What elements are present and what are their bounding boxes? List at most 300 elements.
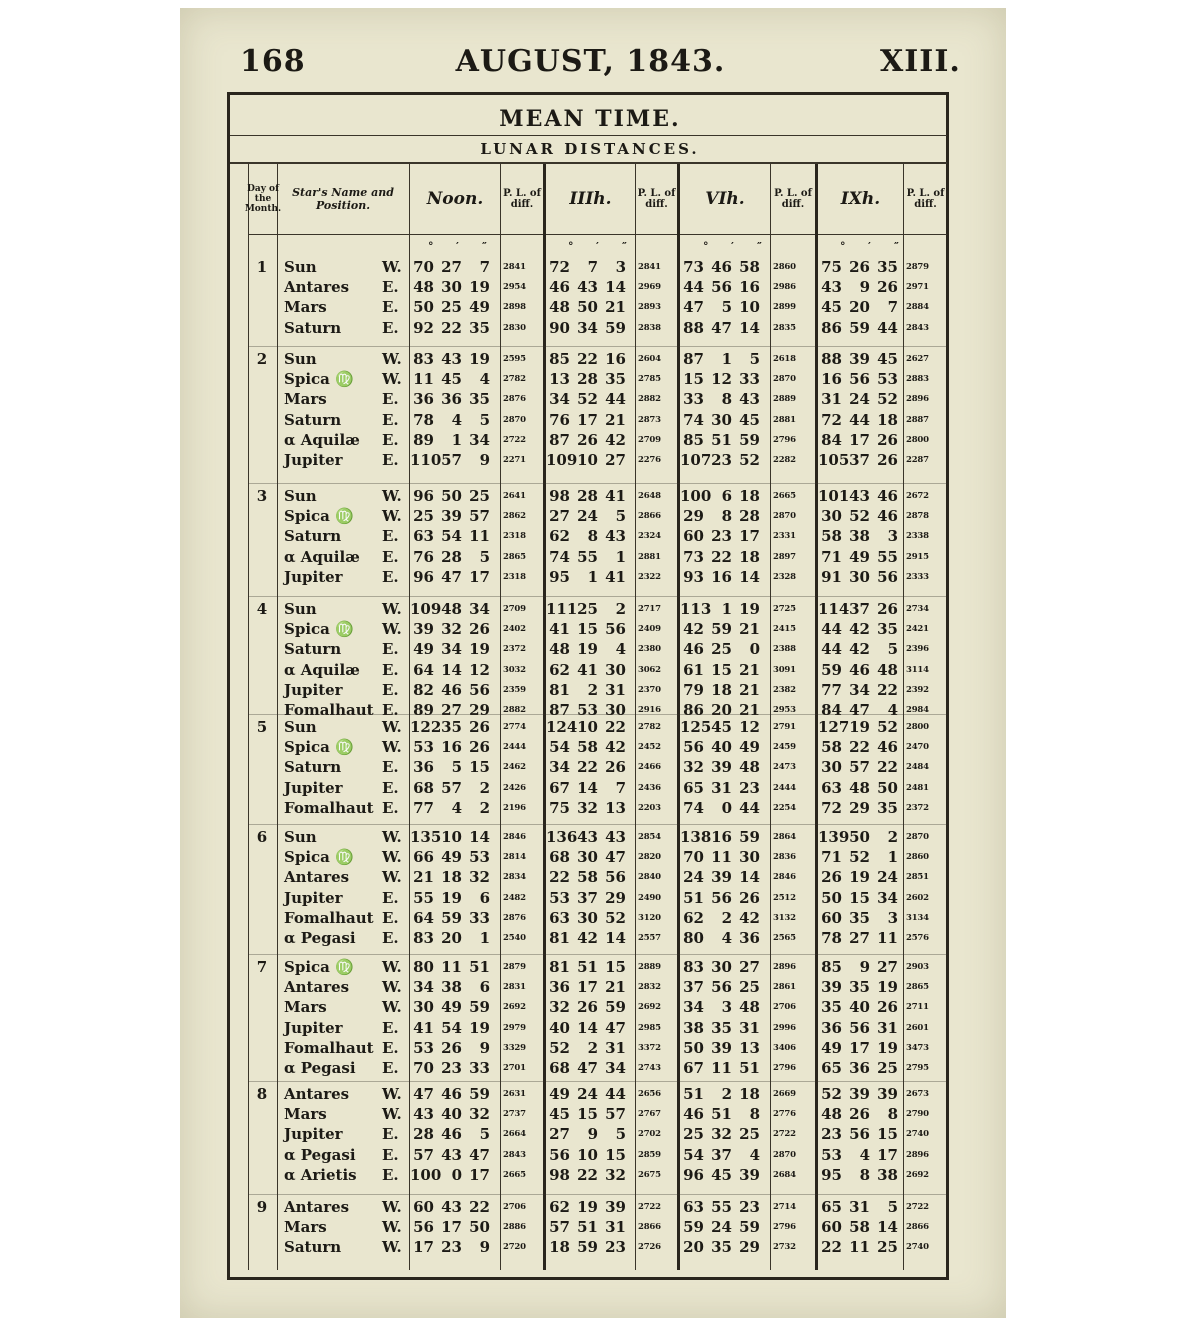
block-separator: [248, 346, 947, 347]
seconds-value: 14: [605, 928, 626, 947]
pl-diff-value: 2595: [503, 354, 526, 364]
table-row: [250, 568, 947, 588]
pl-diff-value: 2618: [773, 354, 796, 364]
vi-column-header: VIh.: [705, 189, 745, 209]
seconds-value: 27: [739, 958, 760, 976]
degrees-value: 109: [410, 600, 442, 618]
minutes-value: 19: [849, 868, 870, 887]
table-row: [250, 548, 947, 568]
minutes-value: 16: [711, 828, 732, 846]
degrees-value: 36: [821, 1018, 842, 1037]
block-separator: [248, 954, 947, 955]
star-name: Spica ♍: [284, 958, 354, 976]
table-row: [250, 1198, 947, 1218]
star-name: α Aquilæ: [284, 660, 360, 679]
seconds-value: 50: [469, 1218, 490, 1237]
degrees-value: 98: [549, 487, 570, 505]
pl-diff-value: 2887: [906, 414, 929, 425]
pl-diff-value: 2557: [638, 932, 661, 943]
seconds-value: 26: [877, 450, 898, 469]
minutes-value: 18: [441, 868, 462, 887]
rule: [230, 135, 947, 136]
minutes-value: 17: [849, 430, 870, 449]
pl-diff-value: 2836: [773, 852, 796, 863]
seconds-value: 53: [877, 370, 898, 389]
degrees-value: 78: [821, 928, 842, 947]
seconds-value: 39: [739, 1165, 760, 1184]
degrees-value: 107: [680, 450, 712, 469]
degrees-value: 53: [549, 888, 570, 907]
pl-diff-value: 2490: [638, 892, 661, 903]
pl-diff-value: 2706: [503, 1202, 526, 1212]
minutes-value: 17: [577, 978, 598, 997]
degrees-value: 111: [546, 600, 578, 618]
seconds-value: 16: [739, 278, 760, 297]
star-position: E.: [382, 1038, 399, 1057]
pl-diff-value: 2287: [906, 454, 929, 465]
seconds-value: 15: [605, 958, 626, 976]
pl-diff-value: 2876: [503, 394, 526, 405]
pl-diff-value: 2318: [503, 531, 526, 542]
degrees-value: 35: [821, 998, 842, 1017]
seconds-value: 50: [877, 778, 898, 797]
pl-diff-value: 2333: [906, 571, 929, 582]
pl-diff-value: 2331: [773, 531, 796, 542]
table-subtitle: LUNAR DISTANCES.: [480, 140, 700, 158]
star-position: E.: [382, 660, 399, 679]
seconds-value: 52: [877, 718, 898, 736]
seconds-value: 26: [469, 738, 490, 757]
star-name: Sun: [284, 258, 317, 276]
minutes-value: 2: [721, 1085, 732, 1103]
pl-diff-value: 2322: [638, 571, 661, 582]
star-position: W.: [382, 370, 402, 389]
star-name: Saturn: [284, 640, 342, 659]
pl-diff-value: 2898: [503, 302, 526, 313]
day-number: 4: [256, 600, 268, 618]
minutes-value: 5: [721, 298, 732, 317]
pl-diff-value: 2722: [906, 1202, 929, 1212]
minutes-value: 2: [587, 680, 598, 699]
minutes-value: 42: [577, 928, 598, 947]
pl-diff-value: 2737: [503, 1109, 526, 1120]
seconds-value: 47: [605, 1018, 626, 1037]
pl-diff-value: 2421: [906, 624, 929, 635]
degrees-value: 53: [413, 738, 434, 757]
minutes-value: 53: [577, 700, 598, 719]
seconds-value: 29: [605, 888, 626, 907]
day-block: [250, 350, 947, 471]
minutes-value: 44: [849, 410, 870, 429]
day-number: 1: [256, 258, 268, 276]
minutes-value: 45: [441, 370, 462, 389]
degrees-value: 34: [683, 998, 704, 1017]
star-position: E.: [382, 1018, 399, 1037]
seconds-value: 35: [605, 370, 626, 389]
minutes-value: 35: [711, 1238, 732, 1257]
seconds-value: 26: [469, 718, 490, 736]
seconds-value: 59: [469, 1085, 490, 1103]
star-name: Spica ♍: [284, 507, 354, 526]
degrees-value: 89: [413, 700, 434, 719]
star-name: Mars: [284, 1105, 327, 1124]
pl-diff-value: 2732: [773, 1242, 796, 1253]
pl-diff-value: 2785: [638, 374, 661, 385]
seconds-value: 49: [469, 298, 490, 317]
star-name: Saturn: [284, 527, 342, 546]
block-separator: [248, 714, 947, 715]
seconds-value: 14: [877, 1218, 898, 1237]
seconds-value: 33: [469, 1058, 490, 1077]
minutes-value: 37: [849, 450, 870, 469]
degrees-value: 56: [683, 738, 704, 757]
pl-diff-value: 3132: [773, 912, 796, 923]
pl-diff-value: 2969: [638, 282, 661, 293]
degrees-value: 56: [549, 1145, 570, 1164]
seconds-value: 57: [469, 507, 490, 526]
seconds-value: 25: [877, 1058, 898, 1077]
minutes-value: 46: [441, 1085, 462, 1103]
minutes-value: 22: [441, 318, 462, 337]
minutes-value: 9: [859, 958, 870, 976]
minutes-value: 25: [441, 298, 462, 317]
minutes-value: 37: [711, 1145, 732, 1164]
star-name: Mars: [284, 390, 327, 409]
minutes-value: 27: [441, 258, 462, 276]
pl-diff-value: 2706: [773, 1002, 796, 1013]
star-position: E.: [382, 758, 399, 777]
seconds-value: 51: [469, 958, 490, 976]
minutes-value: 54: [441, 1018, 462, 1037]
seconds-value: 7: [615, 778, 626, 797]
degrees-value: 58: [821, 527, 842, 546]
pl-diff-value: 2986: [773, 282, 796, 293]
minutes-value: 2: [587, 1038, 598, 1057]
star-name: α Arietis: [284, 1165, 357, 1184]
seconds-value: 12: [469, 660, 490, 679]
ix-column-header: IXh.: [840, 189, 881, 209]
minutes-value: 28: [577, 487, 598, 505]
seconds-value: 4: [749, 1145, 760, 1164]
pl-diff-value: 2800: [906, 434, 929, 445]
minutes-value: 48: [849, 778, 870, 797]
degrees-value: 66: [413, 848, 434, 867]
minutes-value: 56: [849, 370, 870, 389]
pl-diff-value: 2979: [503, 1022, 526, 1033]
seconds-value: 35: [469, 390, 490, 409]
seconds-value: 56: [877, 567, 898, 586]
section-number: XIII.: [880, 44, 961, 79]
minutes-value: 39: [711, 758, 732, 777]
table-row: [250, 978, 947, 998]
degrees-value: 113: [680, 600, 712, 618]
seconds-value: 59: [605, 318, 626, 337]
star-name: α Aquilæ: [284, 547, 360, 566]
seconds-value: 8: [749, 1105, 760, 1124]
seconds-value: 5: [479, 547, 490, 566]
degrees-value: 42: [683, 620, 704, 639]
star-position: E.: [382, 527, 399, 546]
pl-diff-value: 2903: [906, 962, 929, 972]
table-row: [250, 278, 947, 298]
pl-diff-value: 3091: [773, 664, 796, 675]
seconds-value: 58: [739, 258, 760, 276]
minutes-value: 56: [711, 888, 732, 907]
pl-diff-value: 2832: [638, 982, 661, 993]
star-position: W.: [382, 600, 402, 618]
seconds-value: 5: [479, 410, 490, 429]
seconds-value: 35: [877, 798, 898, 817]
seconds-value: 21: [739, 620, 760, 639]
seconds-value: 34: [877, 888, 898, 907]
pl-diff-value: 2631: [503, 1089, 526, 1099]
column-rule: [248, 164, 249, 1270]
minutes-value: 9: [859, 278, 870, 297]
day-number: 6: [256, 828, 268, 846]
degrees-value: 40: [549, 1018, 570, 1037]
minutes-value: 15: [849, 888, 870, 907]
pl-diff-value: 2370: [638, 684, 661, 695]
table-row: [250, 828, 947, 848]
pl-diff-value: 2859: [638, 1149, 661, 1160]
pl-diff-value: 2402: [503, 624, 526, 635]
minutes-value: 42: [849, 640, 870, 659]
pl-column-header: P. L. of diff.: [503, 188, 541, 210]
table-row: [250, 431, 947, 451]
star-name: Spica ♍: [284, 738, 354, 757]
pl-diff-value: 2484: [906, 762, 929, 773]
second-unit: ″: [622, 240, 627, 253]
minutes-value: 47: [441, 567, 462, 586]
seconds-value: 1: [887, 848, 898, 867]
minutes-value: 43: [577, 278, 598, 297]
seconds-value: 59: [739, 1218, 760, 1237]
degrees-value: 46: [683, 1105, 704, 1124]
pl-diff-value: 2870: [773, 374, 796, 385]
minutes-value: 25: [711, 640, 732, 659]
degrees-value: 72: [821, 410, 842, 429]
pl-diff-value: 2899: [773, 302, 796, 313]
minutes-value: 15: [711, 660, 732, 679]
seconds-value: 28: [739, 507, 760, 526]
degrees-value: 48: [549, 640, 570, 659]
pl-diff-value: 2843: [503, 1149, 526, 1160]
pl-diff-value: 2743: [638, 1062, 661, 1073]
seconds-value: 46: [877, 507, 898, 526]
seconds-value: 51: [739, 1058, 760, 1077]
seconds-value: 11: [877, 928, 898, 947]
degrees-value: 24: [683, 868, 704, 887]
degrees-value: 36: [549, 978, 570, 997]
degrees-value: 88: [821, 350, 842, 368]
degrees-value: 30: [821, 507, 842, 526]
seconds-value: 15: [469, 758, 490, 777]
seconds-value: 27: [877, 958, 898, 976]
minutes-value: 55: [577, 547, 598, 566]
minutes-value: 30: [577, 908, 598, 927]
iii-column-header: IIIh.: [569, 189, 612, 209]
pl-diff-value: 2767: [638, 1109, 661, 1120]
degrees-value: 74: [683, 798, 704, 817]
star-position: W.: [382, 258, 402, 276]
seconds-value: 14: [739, 567, 760, 586]
pl-diff-value: 2271: [503, 454, 526, 465]
pl-diff-value: 2882: [638, 394, 661, 405]
pl-diff-value: 2672: [906, 491, 929, 501]
degrees-value: 127: [818, 718, 850, 736]
pl-diff-value: 2860: [906, 852, 929, 863]
seconds-value: 19: [877, 1038, 898, 1057]
seconds-value: 25: [739, 1125, 760, 1144]
star-position: E.: [382, 640, 399, 659]
star-position: W.: [382, 1198, 402, 1216]
degrees-value: 64: [413, 660, 434, 679]
pl-diff-value: 2873: [638, 414, 661, 425]
pl-diff-value: 2701: [503, 1062, 526, 1073]
degrees-value: 68: [549, 848, 570, 867]
seconds-value: 59: [605, 998, 626, 1017]
star-position: E.: [382, 567, 399, 586]
pl-diff-value: 2953: [773, 704, 796, 715]
minutes-value: 49: [849, 547, 870, 566]
minutes-value: 27: [441, 700, 462, 719]
pl-diff-value: 2879: [503, 962, 526, 972]
seconds-value: 19: [877, 978, 898, 997]
degrees-value: 65: [821, 1058, 842, 1077]
seconds-value: 7: [479, 258, 490, 276]
pl-diff-value: 2359: [503, 684, 526, 695]
pl-diff-value: 2722: [638, 1202, 661, 1212]
table-row: [250, 1019, 947, 1039]
pl-diff-value: 2673: [906, 1089, 929, 1099]
minutes-value: 16: [711, 567, 732, 586]
star-position: E.: [382, 430, 399, 449]
seconds-value: 12: [739, 718, 760, 736]
pl-diff-value: 2878: [906, 511, 929, 522]
day-block: [250, 718, 947, 819]
seconds-value: 9: [479, 1238, 490, 1257]
seconds-value: 5: [749, 350, 760, 368]
table-row: [250, 1125, 947, 1145]
minutes-value: 10: [441, 828, 462, 846]
pl-diff-value: 2328: [773, 571, 796, 582]
degrees-value: 105: [818, 450, 850, 469]
pl-diff-value: 2870: [906, 832, 929, 842]
pl-diff-value: 2996: [773, 1022, 796, 1033]
pl-diff-value: 2324: [638, 531, 661, 542]
table-row: [250, 779, 947, 799]
block-separator: [248, 1081, 947, 1082]
seconds-value: 5: [615, 1125, 626, 1144]
degrees-value: 89: [413, 430, 434, 449]
star-name: Jupiter: [284, 567, 343, 586]
degrees-value: 54: [549, 738, 570, 757]
pl-diff-value: 2864: [773, 832, 796, 842]
day-column-header: Day of the Month.: [244, 184, 282, 214]
table-row: [250, 799, 947, 819]
minutes-value: 58: [849, 1218, 870, 1237]
degrees-value: 60: [413, 1198, 434, 1216]
pl-diff-value: 3062: [638, 664, 661, 675]
minutes-value: 43: [441, 1198, 462, 1216]
minutes-value: 39: [849, 350, 870, 368]
table-row: [250, 1039, 947, 1059]
table-row: [250, 1059, 947, 1079]
pl-diff-value: 3032: [503, 664, 526, 675]
table-row: [250, 958, 947, 978]
minutes-value: 1: [587, 567, 598, 586]
pl-diff-value: 2776: [773, 1109, 796, 1120]
degrees-value: 34: [549, 390, 570, 409]
minutes-value: 39: [441, 507, 462, 526]
minutes-value: 59: [711, 620, 732, 639]
table-row: [250, 298, 947, 318]
degrees-value: 84: [821, 430, 842, 449]
day-block: [250, 828, 947, 949]
block-separator: [248, 596, 947, 597]
degrees-value: 43: [413, 1105, 434, 1124]
minutes-value: 26: [577, 430, 598, 449]
minutes-value: 2: [721, 908, 732, 927]
seconds-value: 25: [469, 487, 490, 505]
seconds-value: 36: [739, 928, 760, 947]
star-name: Mars: [284, 1218, 327, 1237]
star-position: E.: [382, 410, 399, 429]
pl-diff-value: 2726: [638, 1242, 661, 1253]
seconds-value: 21: [739, 700, 760, 719]
degrees-value: 54: [683, 1145, 704, 1164]
minutes-value: 43: [441, 350, 462, 368]
seconds-value: 22: [469, 1198, 490, 1216]
minutes-value: 43: [577, 828, 598, 846]
pl-diff-value: 2601: [906, 1022, 929, 1033]
seconds-value: 11: [469, 527, 490, 546]
seconds-value: 34: [469, 600, 490, 618]
pl-diff-value: 2889: [773, 394, 796, 405]
star-name: Sun: [284, 350, 317, 368]
pl-diff-value: 2576: [906, 932, 929, 943]
degrees-value: 27: [549, 1125, 570, 1144]
minutes-value: 26: [577, 998, 598, 1017]
degrees-value: 48: [821, 1105, 842, 1124]
seconds-value: 42: [605, 738, 626, 757]
pl-diff-value: 2426: [503, 782, 526, 793]
minutes-value: 30: [849, 567, 870, 586]
pl-diff-value: 2669: [773, 1089, 796, 1099]
pl-diff-value: 2835: [773, 322, 796, 333]
degrees-value: 96: [413, 567, 434, 586]
minutes-value: 35: [711, 1018, 732, 1037]
pl-diff-value: 2318: [503, 571, 526, 582]
pl-diff-value: 2692: [503, 1002, 526, 1013]
minutes-value: 41: [577, 660, 598, 679]
minutes-value: 47: [577, 1058, 598, 1077]
degrees-value: 76: [549, 410, 570, 429]
seconds-value: 41: [605, 567, 626, 586]
pl-diff-value: 2820: [638, 852, 661, 863]
seconds-value: 23: [739, 778, 760, 797]
minutes-value: 54: [441, 527, 462, 546]
degrees-value: 82: [413, 680, 434, 699]
degrees-value: 43: [821, 278, 842, 297]
pl-diff-value: 2985: [638, 1022, 661, 1033]
seconds-value: 34: [469, 430, 490, 449]
star-position: W.: [382, 998, 402, 1017]
pl-diff-value: 2415: [773, 624, 796, 635]
minutes-value: 14: [441, 660, 462, 679]
seconds-value: 3: [615, 258, 626, 276]
degrees-value: 60: [821, 1218, 842, 1237]
